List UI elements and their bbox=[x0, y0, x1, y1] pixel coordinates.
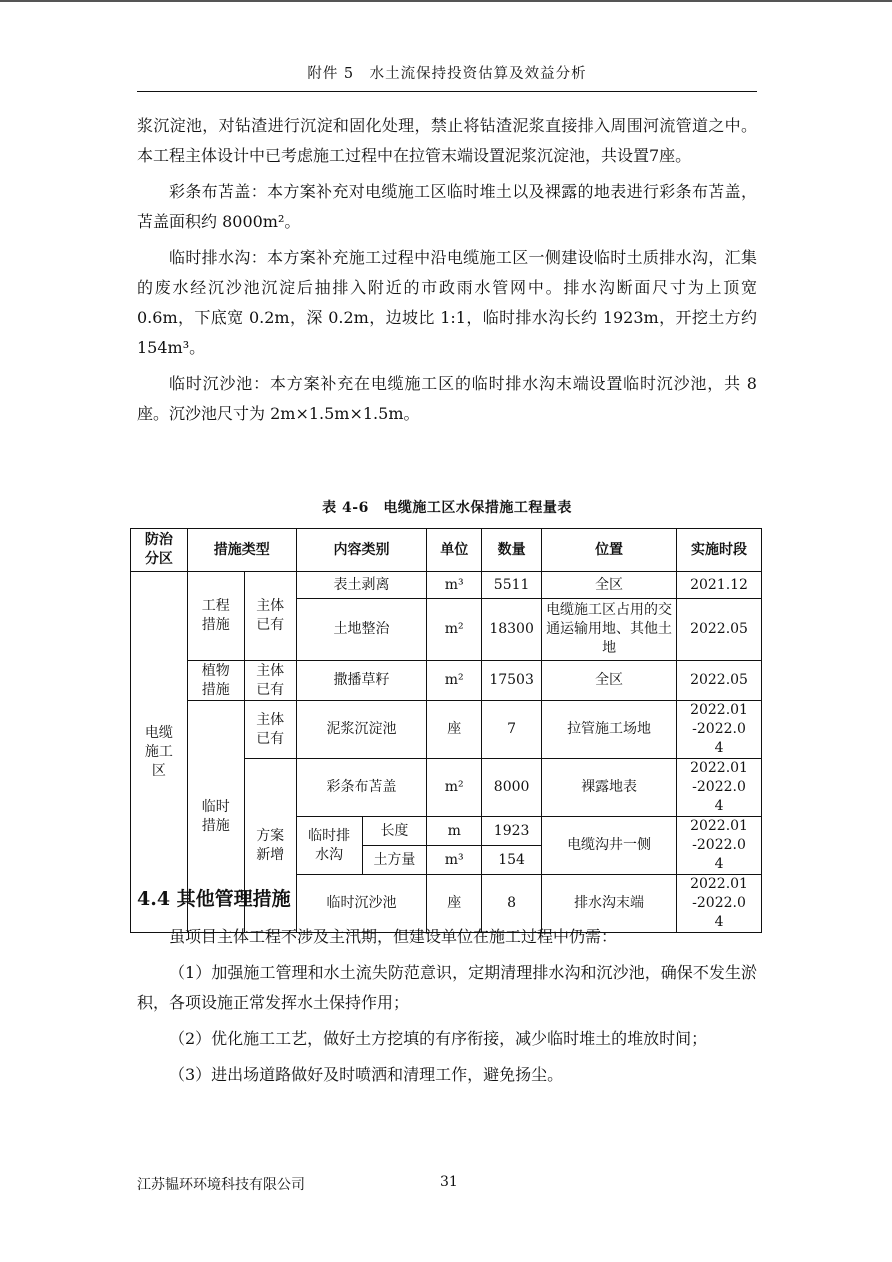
cell-unit: m³ bbox=[427, 846, 482, 875]
cell-qty: 7 bbox=[482, 701, 542, 759]
cell-sub-existing: 主体已有 bbox=[244, 572, 296, 661]
page-number: 31 bbox=[440, 1174, 458, 1190]
paragraph-settling-basin: 临时沉沙池：本方案补充在电缆施工区的临时排水沟末端设置临时沉沙池，共 8 座。沉沙池尺寸为 2m×1.5m×1.5m。 bbox=[137, 374, 757, 423]
body-section-management bbox=[137, 922, 757, 1096]
cell-period: 2022.01-2022.04 bbox=[677, 875, 762, 933]
cell-sub-existing: 主体已有 bbox=[244, 701, 296, 759]
cell-content: 临时沉沙池 bbox=[296, 875, 427, 933]
cell-content: 撒播草籽 bbox=[296, 661, 427, 701]
cell-sub-new: 方案新增 bbox=[244, 759, 296, 933]
cell-unit: 座 bbox=[427, 875, 482, 933]
page-header: 附件 5 水土流保持投资估算及效益分析 bbox=[307, 66, 587, 82]
footer-company: 江苏韫环环境科技有限公司 bbox=[137, 1177, 305, 1193]
cell-qty: 8000 bbox=[482, 759, 542, 817]
th-content: 内容类别 bbox=[296, 529, 427, 572]
cell-location: 拉管施工场地 bbox=[542, 701, 677, 759]
cell-content: 表土剥离 bbox=[296, 572, 427, 599]
header-rule bbox=[137, 91, 757, 92]
cell-content: 土地整治 bbox=[296, 599, 427, 661]
cell-content: 长度 bbox=[362, 817, 427, 846]
cell-content: 土方量 bbox=[362, 846, 427, 875]
table-header-row bbox=[131, 529, 762, 572]
top-border-line bbox=[0, 0, 892, 2]
table-row bbox=[131, 661, 762, 701]
cell-content: 彩条布苫盖 bbox=[296, 759, 427, 817]
cell-location: 裸露地表 bbox=[542, 759, 677, 817]
th-location: 位置 bbox=[542, 529, 677, 572]
cell-location: 全区 bbox=[542, 572, 677, 599]
cell-period: 2022.01-2022.04 bbox=[677, 701, 762, 759]
cell-location: 电缆施工区占用的交通运输用地、其他土地 bbox=[542, 599, 677, 661]
paragraph-drainage-ditch: 临时排水沟：本方案补充施工过程中沿电缆施工区一侧建设临时土质排水沟，汇集的废水经沉沙池沉淀后抽排入附近的市政雨水管网中。排水沟断面尺寸为上顶宽 0.6m，下底宽 0.2m，深 0.2m，边坡比 1:1，临时排水沟长约 1923m，开挖土方约 154m³。 bbox=[137, 248, 757, 357]
table-title: 表 4-6 电缆施工区水保措施工程量表 bbox=[322, 500, 572, 516]
cell-unit: m² bbox=[427, 599, 482, 661]
cell-type-engineering: 工程措施 bbox=[187, 572, 244, 661]
cell-location: 电缆沟井一侧 bbox=[542, 817, 677, 875]
paragraph-tarp-cover: 彩条布苫盖：本方案补充对电缆施工区临时堆土以及裸露的地表进行彩条布苫盖，苫盖面积约 8000m²。 bbox=[137, 182, 757, 231]
cell-location: 全区 bbox=[542, 661, 677, 701]
cell-qty: 1923 bbox=[482, 817, 542, 846]
cell-unit: m³ bbox=[427, 572, 482, 599]
cell-sub-existing: 主体已有 bbox=[244, 661, 296, 701]
cell-period: 2022.05 bbox=[677, 661, 762, 701]
cell-type-plant: 植物措施 bbox=[187, 661, 244, 701]
table-row bbox=[131, 701, 762, 759]
measures-table bbox=[130, 528, 762, 933]
list-item: （2）优化施工工艺，做好土方挖填的有序衔接，减少临时堆土的堆放时间； bbox=[169, 1029, 708, 1048]
cell-qty: 17503 bbox=[482, 661, 542, 701]
cell-content: 泥浆沉淀池 bbox=[296, 701, 427, 759]
th-zone: 防治分区 bbox=[131, 529, 188, 572]
th-period: 实施时段 bbox=[677, 529, 762, 572]
cell-location: 排水沟末端 bbox=[542, 875, 677, 933]
section-heading: 4.4 其他管理措施 bbox=[137, 888, 291, 910]
table-row bbox=[131, 572, 762, 599]
cell-qty: 154 bbox=[482, 846, 542, 875]
cell-qty: 18300 bbox=[482, 599, 542, 661]
cell-zone: 电缆施工区 bbox=[131, 572, 188, 933]
cell-qty: 5511 bbox=[482, 572, 542, 599]
cell-unit: m² bbox=[427, 661, 482, 701]
cell-period: 2022.05 bbox=[677, 599, 762, 661]
paragraph-sediment-tank: 浆沉淀池，对钻渣进行沉淀和固化处理，禁止将钻渣泥浆直接排入周围河流管道之中。本工程主体设计中已考虑施工过程中在拉管末端设置泥浆沉淀池，共设置7座。 bbox=[137, 116, 757, 165]
cell-unit: m bbox=[427, 817, 482, 846]
cell-ditch-label: 临时排水沟 bbox=[296, 817, 362, 875]
list-item: （1）加强施工管理和水土流失防范意识，定期清理排水沟和沉沙池，确保不发生淤积，各项设施正常发挥水土保持作用； bbox=[137, 963, 757, 1012]
cell-unit: m² bbox=[427, 759, 482, 817]
cell-period: 2022.01-2022.04 bbox=[677, 759, 762, 817]
th-qty: 数量 bbox=[482, 529, 542, 572]
section-intro: 虽项目主体工程不涉及主汛期，但建设单位在施工过程中仍需： bbox=[169, 927, 618, 946]
body-section-top bbox=[137, 111, 757, 435]
th-unit: 单位 bbox=[427, 529, 482, 572]
cell-unit: 座 bbox=[427, 701, 482, 759]
list-item: （3）进出场道路做好及时喷洒和清理工作，避免扬尘。 bbox=[169, 1065, 564, 1084]
cell-period: 2021.12 bbox=[677, 572, 762, 599]
cell-qty: 8 bbox=[482, 875, 542, 933]
th-type: 措施类型 bbox=[187, 529, 296, 572]
cell-type-temporary: 临时措施 bbox=[187, 701, 244, 933]
cell-period: 2022.01-2022.04 bbox=[677, 817, 762, 875]
